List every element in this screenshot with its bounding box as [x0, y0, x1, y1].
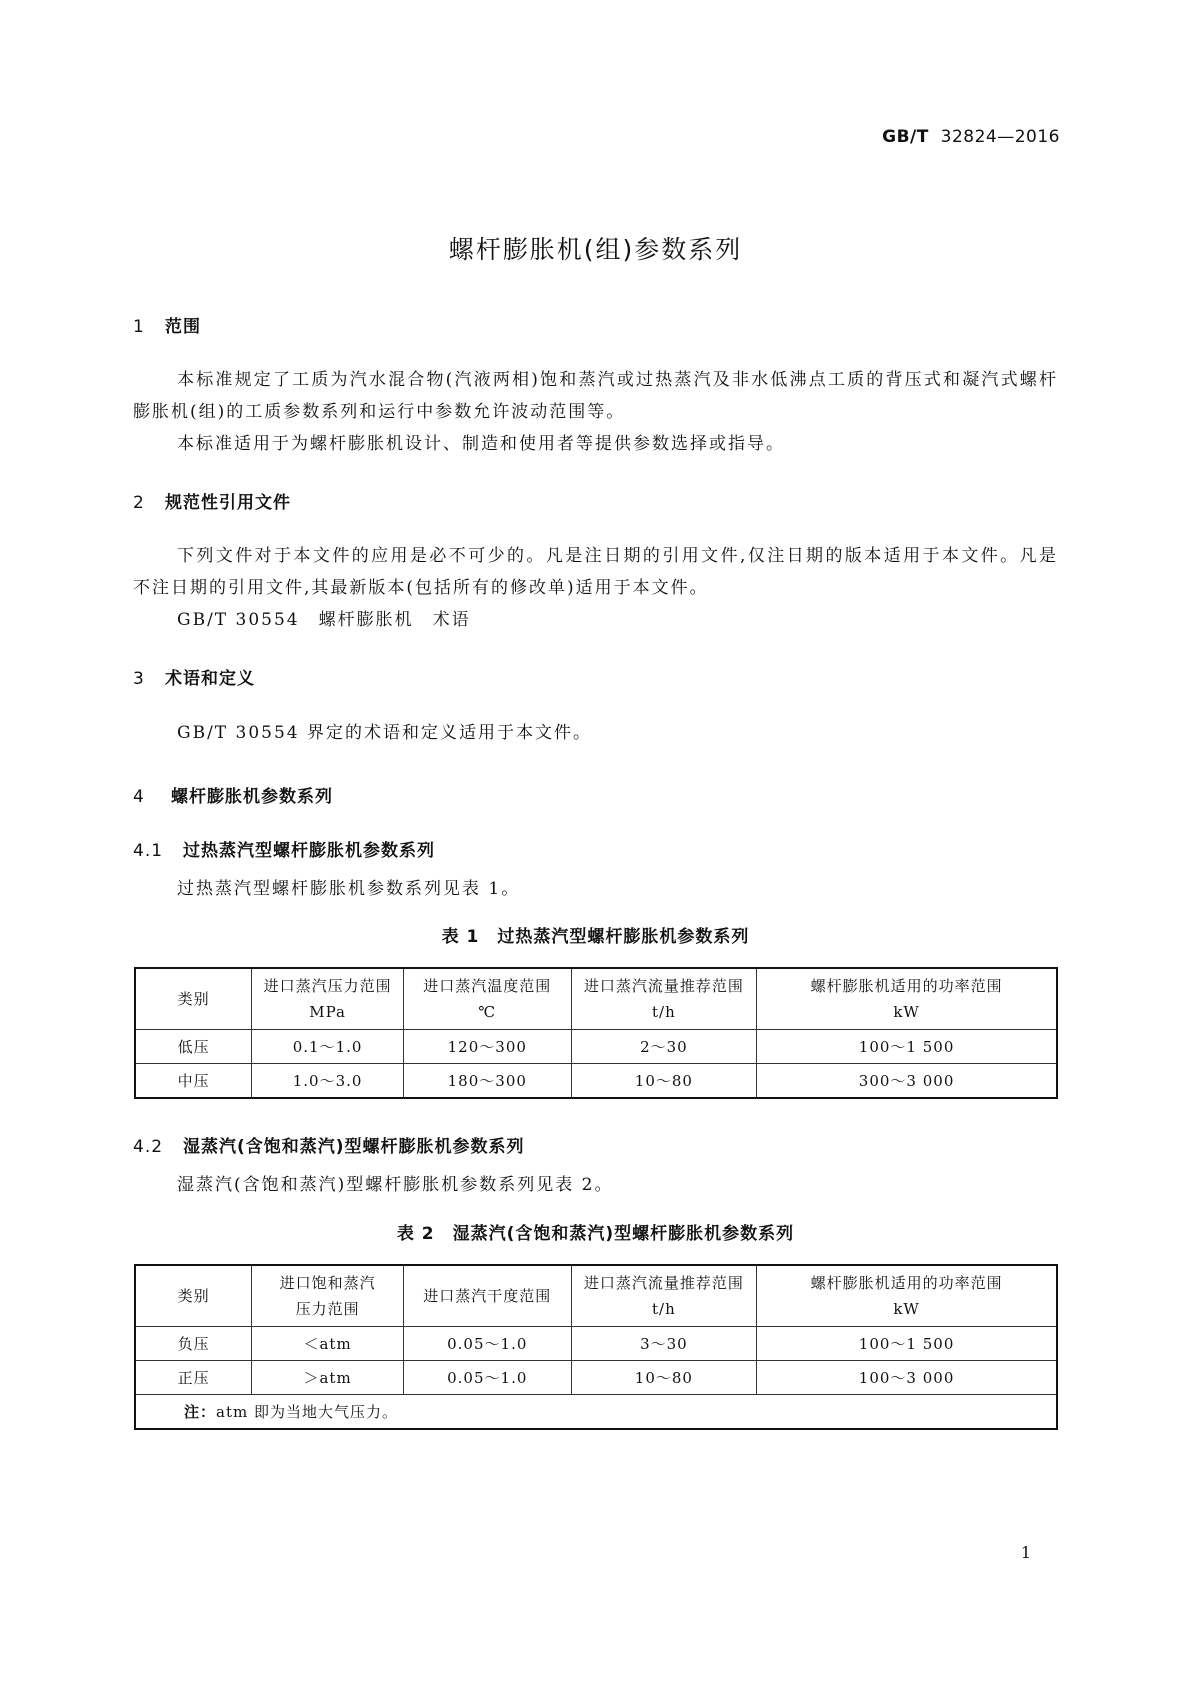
table-header-row	[135, 968, 1057, 1030]
table-cell: ＜atm	[252, 1327, 404, 1361]
table-cell: 负压	[135, 1327, 252, 1361]
table-cell: 正压	[135, 1361, 252, 1395]
table-header-cell: 进口饱和蒸汽 压力范围	[252, 1265, 404, 1327]
paragraph: 本标准适用于为螺杆膨胀机设计、制造和使用者等提供参数选择或指导。	[177, 434, 785, 454]
paragraph: 湿蒸汽(含饱和蒸汽)型螺杆膨胀机参数系列见表 2。	[177, 1175, 614, 1195]
table-row	[135, 1327, 1057, 1361]
table-cell: 300～3 000	[757, 1064, 1057, 1099]
table-cell: 1.0～3.0	[252, 1064, 404, 1099]
table-row	[135, 1361, 1057, 1395]
table-cell: 0.05～1.0	[403, 1327, 571, 1361]
paragraph: 下列文件对于本文件的应用是必不可少的。凡是注日期的引用文件,仅注日期的版本适用于本文件。凡是不注日期的引用文件,其最新版本(包括所有的修改单)适用于本文件。	[133, 546, 1058, 598]
section-1-heading: 1 范围	[133, 317, 201, 337]
section-2-heading: 2 规范性引用文件	[133, 493, 291, 513]
table-note-row	[135, 1395, 1057, 1430]
table-header-cell: 进口蒸汽温度范围 ℃	[403, 968, 571, 1030]
table-cell: 100～1 500	[757, 1327, 1057, 1361]
table-header-row	[135, 1265, 1057, 1327]
table-cell: 中压	[135, 1064, 252, 1099]
paragraph: GB/T 30554 界定的术语和定义适用于本文件。	[177, 723, 593, 743]
table-cell: 10～80	[571, 1064, 757, 1099]
table-cell: 100～3 000	[757, 1361, 1057, 1395]
section-2-body	[133, 540, 1058, 636]
table-cell: 0.1～1.0	[252, 1030, 404, 1064]
table-cell: 2～30	[571, 1030, 757, 1064]
table-2	[134, 1264, 1058, 1430]
section-4-2-heading: 4.2 湿蒸汽(含饱和蒸汽)型螺杆膨胀机参数系列	[133, 1137, 525, 1157]
table-header-cell: 类别	[135, 1265, 252, 1327]
table-1-caption: 表 1 过热蒸汽型螺杆膨胀机参数系列	[441, 927, 750, 947]
section-3-heading: 3 术语和定义	[133, 669, 255, 689]
section-4-1-heading: 4.1 过热蒸汽型螺杆膨胀机参数系列	[133, 841, 435, 861]
table-header-cell: 进口蒸汽流量推荐范围 t/h	[571, 1265, 757, 1327]
table-cell: 低压	[135, 1030, 252, 1064]
table-2-caption: 表 2 湿蒸汽(含饱和蒸汽)型螺杆膨胀机参数系列	[396, 1224, 795, 1244]
table-cell: 180～300	[403, 1064, 571, 1099]
table-header-cell: 类别	[135, 968, 252, 1030]
table-1	[134, 967, 1058, 1099]
normative-reference: GB/T 30554 螺杆膨胀机 术语	[177, 610, 471, 630]
section-4-2-body	[133, 1169, 1058, 1201]
section-3-body	[133, 717, 1058, 749]
paragraph: 本标准规定了工质为汽水混合物(汽液两相)饱和蒸汽或过热蒸汽及非水低沸点工质的背压式和凝汽式螺杆膨胀机(组)的工质参数系列和运行中参数允许波动范围等。	[133, 370, 1058, 422]
table-header-cell: 进口蒸汽压力范围 MPa	[252, 968, 404, 1030]
table-cell: 100～1 500	[757, 1030, 1057, 1064]
table-cell: 10～80	[571, 1361, 757, 1395]
table-header-cell: 螺杆膨胀机适用的功率范围 kW	[757, 968, 1057, 1030]
table-header-cell: 螺杆膨胀机适用的功率范围 kW	[757, 1265, 1057, 1327]
table-header-cell: 进口蒸汽干度范围	[403, 1265, 571, 1327]
table-cell: 120～300	[403, 1030, 571, 1064]
table-cell: 0.05～1.0	[403, 1361, 571, 1395]
table-cell: ＞atm	[252, 1361, 404, 1395]
section-4-1-body	[133, 873, 1058, 905]
standard-number: GB/T 32824—2016	[882, 127, 1060, 147]
section-1-body	[133, 364, 1058, 460]
table-cell: 3～30	[571, 1327, 757, 1361]
document-title: 螺杆膨胀机(组)参数系列	[448, 235, 743, 264]
page-number: 1	[1020, 1543, 1031, 1562]
table-row	[135, 1064, 1057, 1099]
table-header-cell: 进口蒸汽流量推荐范围 t/h	[571, 968, 757, 1030]
table-note: 注：atm 即为当地大气压力。	[135, 1395, 1057, 1430]
paragraph: 过热蒸汽型螺杆膨胀机参数系列见表 1。	[177, 879, 521, 899]
section-4-heading: 4 螺杆膨胀机参数系列	[133, 787, 333, 807]
table-row	[135, 1030, 1057, 1064]
